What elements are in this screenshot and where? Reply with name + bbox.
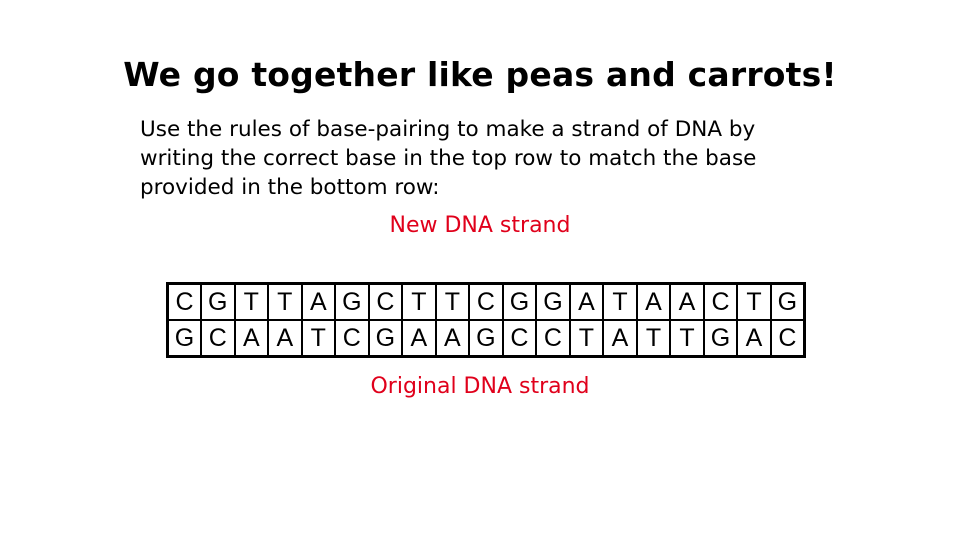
- base-cell: A: [670, 284, 704, 321]
- base-cell: G: [369, 320, 403, 357]
- base-cell: A: [603, 320, 637, 357]
- slide-title: We go together like peas and carrots!: [123, 55, 837, 94]
- base-cell: G: [704, 320, 738, 357]
- base-cell: T: [603, 284, 637, 321]
- base-cell: C: [503, 320, 537, 357]
- base-cell: G: [469, 320, 503, 357]
- base-cell: T: [570, 320, 604, 357]
- base-cell: C: [369, 284, 403, 321]
- base-cell: A: [402, 320, 436, 357]
- base-cell: G: [168, 320, 202, 357]
- base-cell: G: [201, 284, 235, 321]
- instructions-text: Use the rules of base-pairing to make a strand of DNA by writing the correct base in the top row to match the base provided in the bottom row:: [140, 117, 757, 200]
- original-dna-strand-label: Original DNA strand: [370, 374, 590, 399]
- base-cell: C: [201, 320, 235, 357]
- base-cell: G: [503, 284, 537, 321]
- base-cell: A: [637, 284, 671, 321]
- base-cell: A: [737, 320, 771, 357]
- new-dna-strand-label: New DNA strand: [389, 213, 571, 238]
- base-cell: A: [235, 320, 269, 357]
- base-cell: A: [268, 320, 302, 357]
- base-cell: A: [436, 320, 470, 357]
- original-strand-row: [168, 320, 805, 357]
- base-cell: T: [737, 284, 771, 321]
- base-cell: G: [536, 284, 570, 321]
- base-cell: T: [436, 284, 470, 321]
- base-cell: G: [771, 284, 805, 321]
- base-cell: T: [302, 320, 336, 357]
- base-cell: T: [235, 284, 269, 321]
- base-cell: T: [402, 284, 436, 321]
- base-cell: T: [268, 284, 302, 321]
- base-cell: A: [302, 284, 336, 321]
- base-cell: C: [771, 320, 805, 357]
- base-cell: T: [637, 320, 671, 357]
- base-cell: C: [469, 284, 503, 321]
- base-cell: A: [570, 284, 604, 321]
- new-strand-row: [168, 284, 805, 321]
- base-cell: C: [536, 320, 570, 357]
- base-cell: C: [335, 320, 369, 357]
- base-cell: C: [704, 284, 738, 321]
- base-cell: G: [335, 284, 369, 321]
- base-cell: T: [670, 320, 704, 357]
- dna-base-table: [166, 282, 806, 358]
- base-cell: C: [168, 284, 202, 321]
